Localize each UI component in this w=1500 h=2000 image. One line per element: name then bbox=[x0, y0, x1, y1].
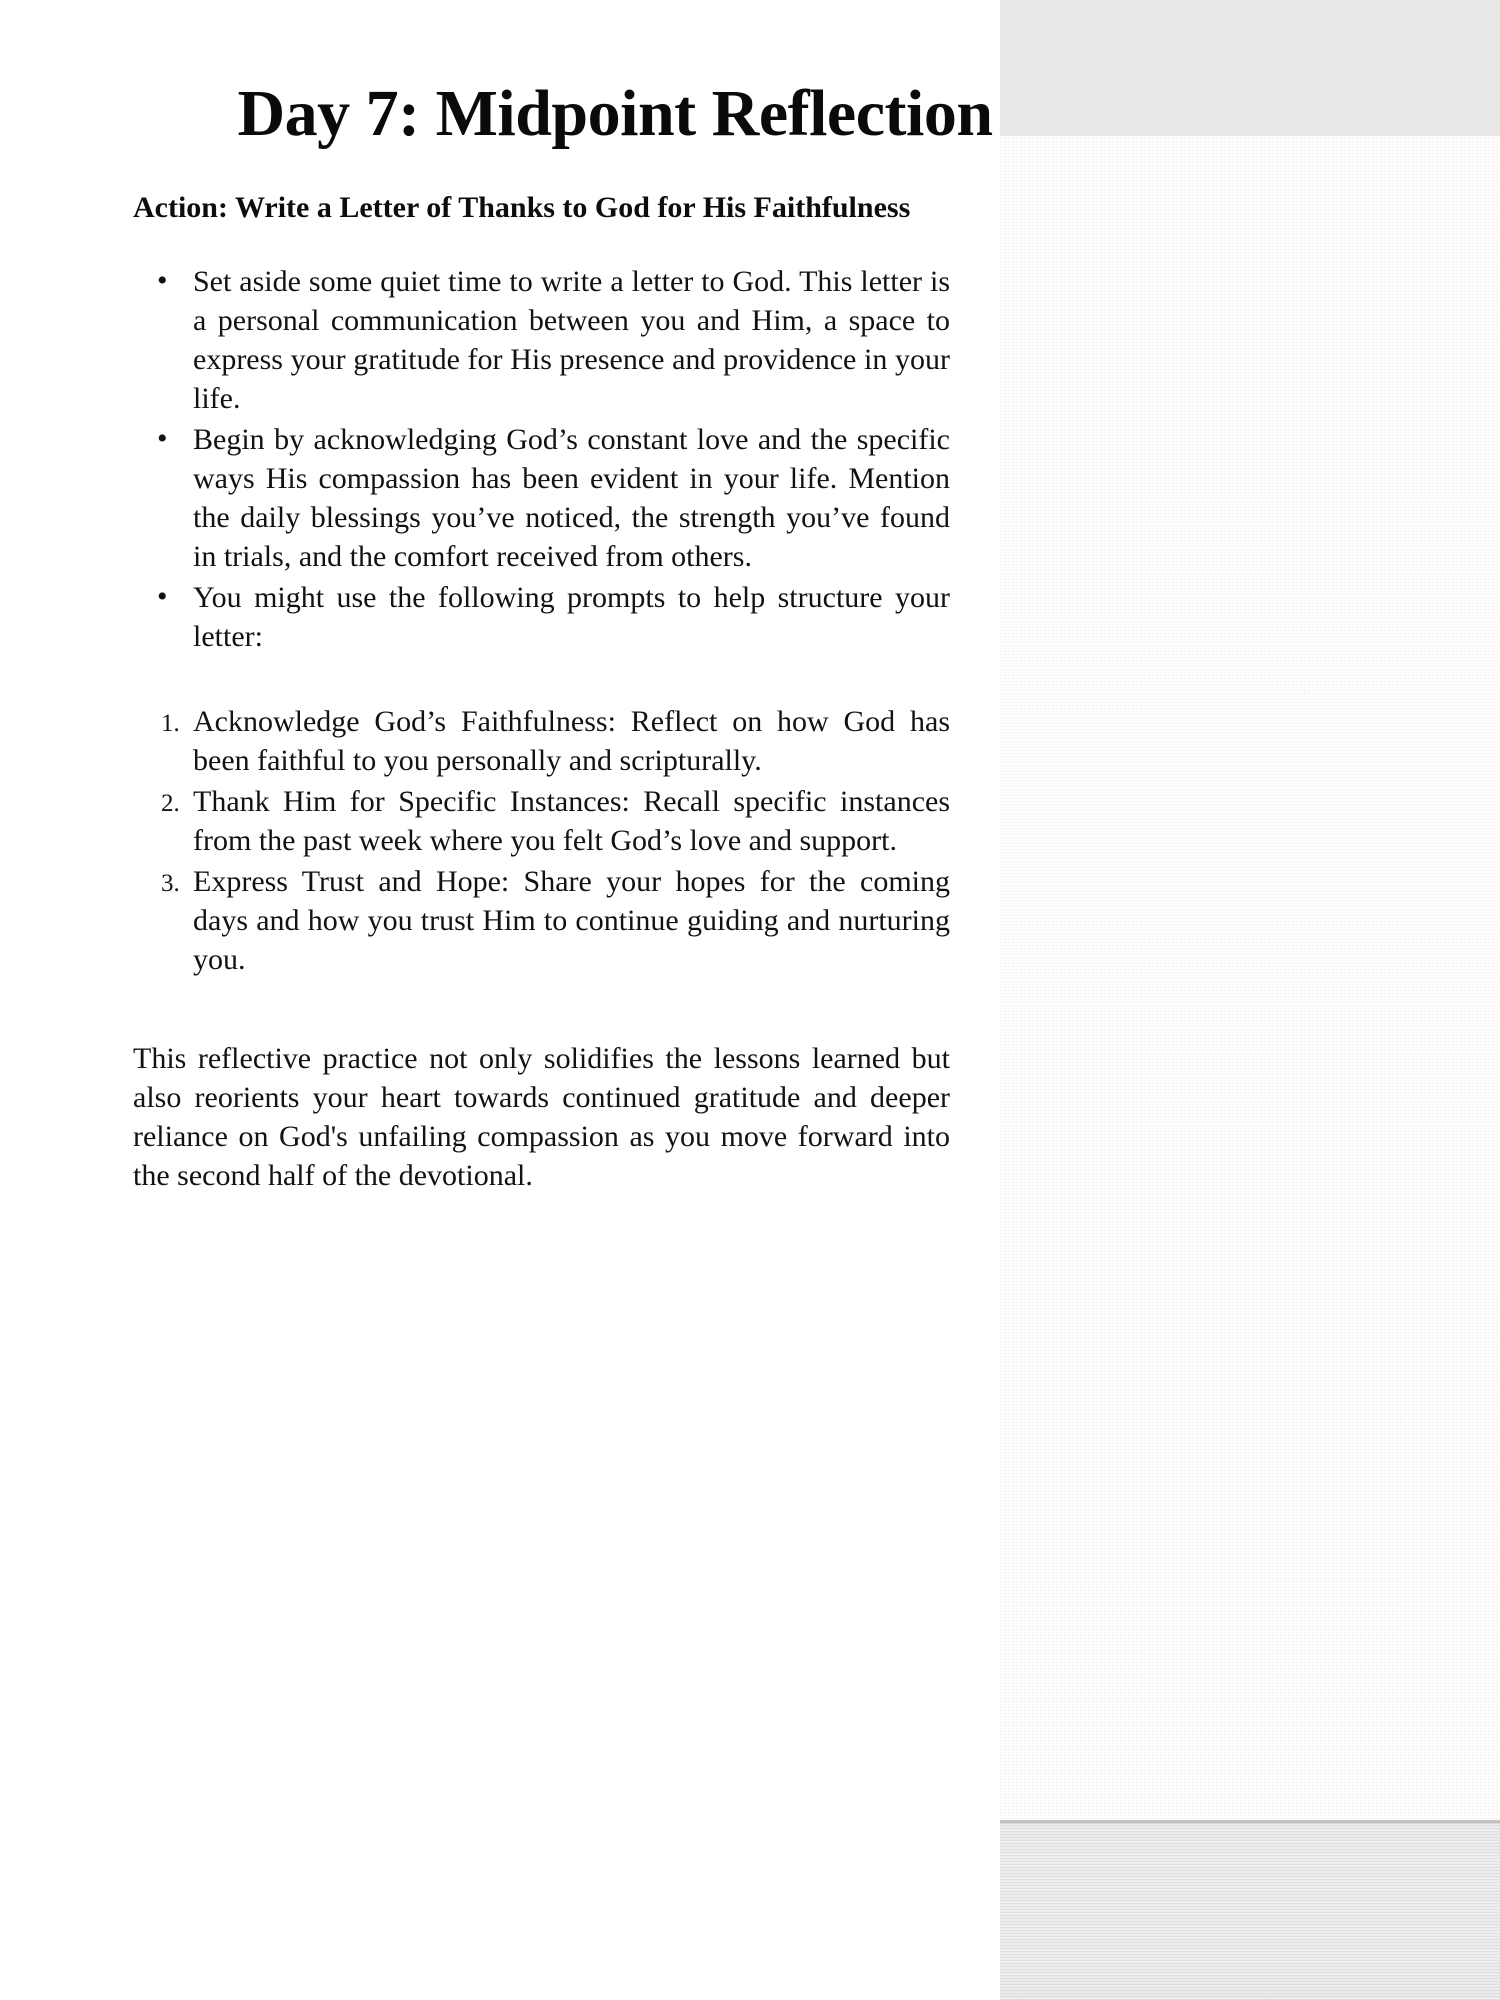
list-item: • Begin by acknowledging God’s constant love and the specific ways His compassion has been evident in your life. Mention the daily blessings you’ve noticed, the strength you’ve found in trials, and the comfort received from others. bbox=[133, 420, 950, 576]
action-heading: Action: Write a Letter of Thanks to God for His Faithfulness bbox=[133, 191, 911, 224]
list-item: Thank Him for Specific Instances: Recall specific instances from the past week where you felt God’s love and support. bbox=[193, 784, 950, 857]
list-item: Acknowledge God’s Faithfulness: Reflect on how God has been faithful to you personally and scripturally. bbox=[193, 704, 950, 777]
instruction-bullet-list bbox=[133, 262, 950, 656]
prompt-numbered-list bbox=[133, 702, 950, 979]
list-item: • Set aside some quiet time to write a letter to God. This letter is a personal communication between you and Him, a space to express your gratitude for His presence and providence in your life. bbox=[133, 262, 950, 418]
paper-bottom-band bbox=[1000, 1824, 1500, 2000]
list-item: • You might use the following prompts to help structure your letter: bbox=[133, 578, 950, 656]
closing-paragraph: This reflective practice not only solidifies the lessons learned but also reorients your heart towards continued gratitude and deeper reliance on God's unfailing compassion as you move forward into the second half of the devotional. bbox=[133, 1041, 950, 1192]
document-content bbox=[133, 188, 950, 1195]
right-paper-panel bbox=[1000, 0, 1500, 2000]
paper-texture-sheet bbox=[1000, 136, 1500, 1822]
list-item: Express Trust and Hope: Share your hopes for the coming days and how you trust Him to continue guiding and nurturing you. bbox=[193, 864, 950, 976]
page-title: Day 7: Midpoint Reflection bbox=[237, 77, 993, 151]
